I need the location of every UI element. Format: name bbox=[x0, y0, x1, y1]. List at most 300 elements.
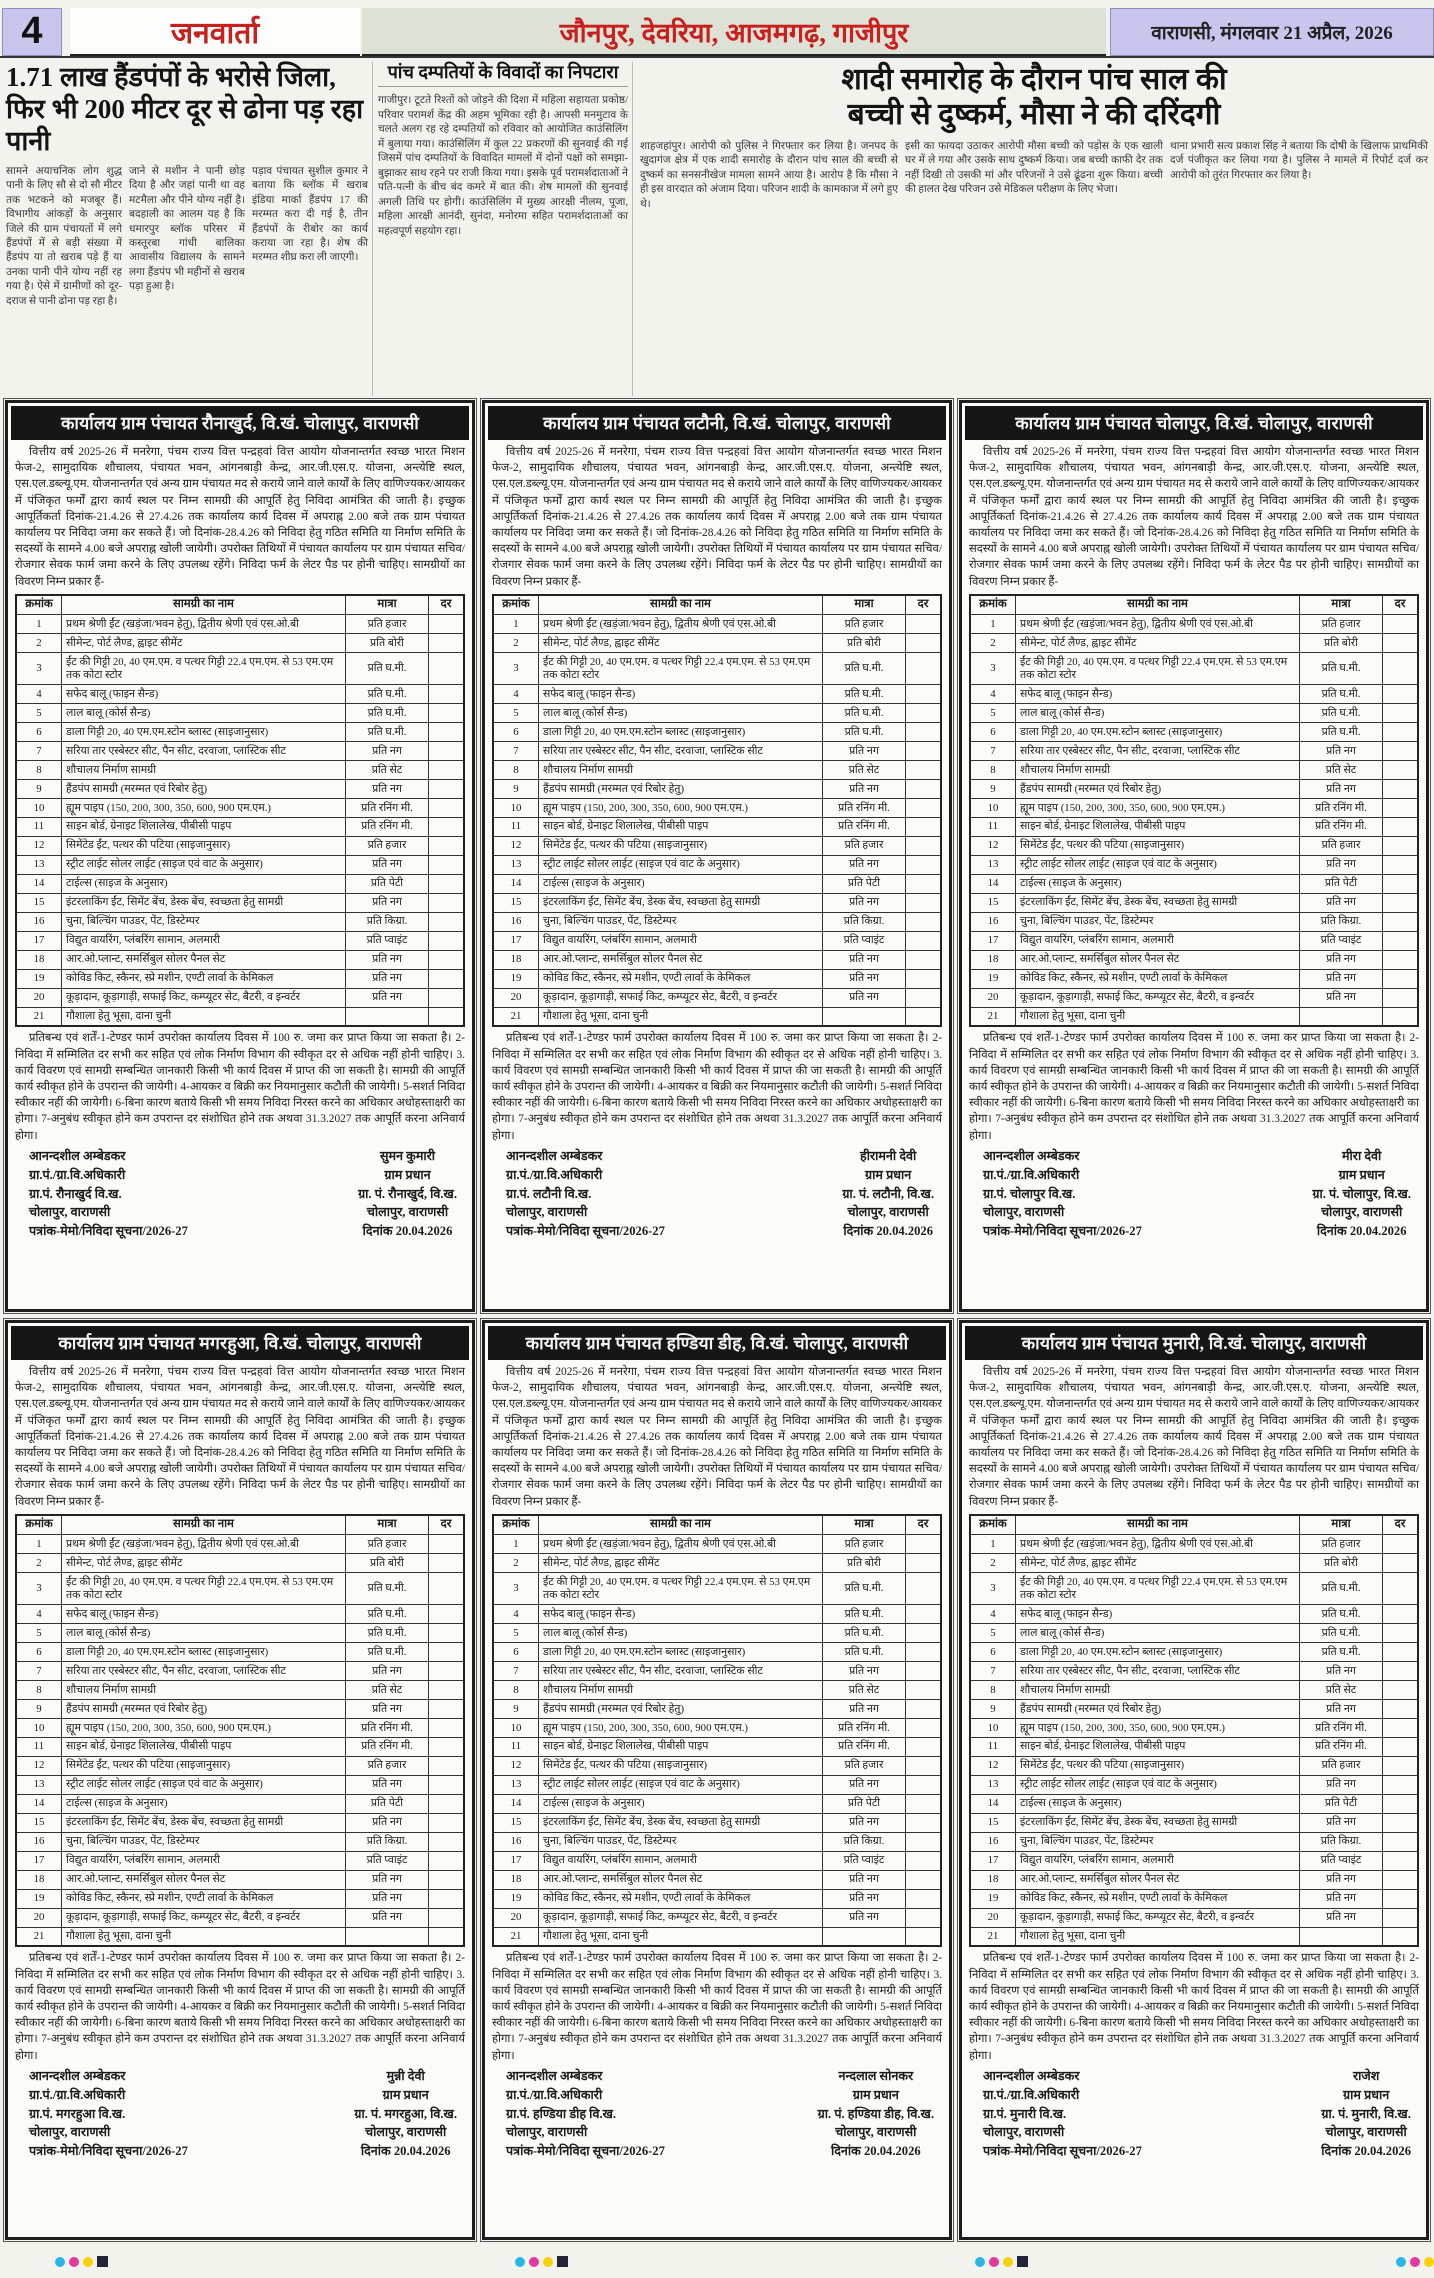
cell-unit: प्रति नग bbox=[1300, 1813, 1383, 1832]
cell-unit: प्रति नग bbox=[823, 1775, 906, 1794]
edition-date: वाराणसी, मंगलवार 21 अप्रैल, 2026 bbox=[1110, 8, 1434, 56]
cell-item-name: स्ट्रीट लाईट सोलर लाईट (साइज एवं वाट के अनुसार) bbox=[62, 1775, 346, 1794]
table-row bbox=[970, 1908, 1418, 1927]
table-row bbox=[16, 1681, 464, 1700]
table-row bbox=[16, 1927, 464, 1946]
cell-item-name: सिमेंटेड ईंट, पत्थर की पटिया (साइजानुसार) bbox=[1016, 836, 1300, 855]
cell-unit bbox=[346, 1927, 429, 1946]
cell-sno: 19 bbox=[493, 969, 539, 988]
pradhan-signature bbox=[358, 1147, 465, 1241]
cell-rate bbox=[1383, 893, 1419, 912]
cell-item-name: ईंट की गिट्टी 20, 40 एम.एम. व पत्थर गिट्टी 22.4 एम.एम. से 53 एम.एम तक कोटा स्टोर bbox=[62, 653, 346, 685]
cell-item-name: कूड़ादान, कूड़ागाड़ी, सफाई किट, कम्प्यूटर सेट, बैटरी, व इन्वर्टर bbox=[539, 1908, 823, 1927]
cell-item-name: विद्युत वायरिंग, प्लंबरिंग सामान, अलमारी bbox=[62, 931, 346, 950]
cell-item-name: सिमेंटेड ईंट, पत्थर की पटिया (साइजानुसार) bbox=[539, 1756, 823, 1775]
table-row bbox=[970, 761, 1418, 780]
table-row bbox=[493, 969, 941, 988]
cell-sno: 9 bbox=[493, 1700, 539, 1719]
cell-sno: 16 bbox=[970, 912, 1016, 931]
cell-item-name: ह्यूम पाइप (150, 200, 300, 350, 600, 900 एम.एम.) bbox=[1016, 1719, 1300, 1738]
cell-unit: प्रति घ.मी. bbox=[1300, 1573, 1383, 1605]
cell-rate bbox=[1383, 1775, 1419, 1794]
cell-rate bbox=[1383, 1643, 1419, 1662]
cell-unit: प्रति किग्रा. bbox=[346, 1832, 429, 1851]
cell-item-name: सरिया तार एस्बेस्टर सीट, पैन सीट, दरवाजा, प्लास्टिक सीट bbox=[539, 742, 823, 761]
table-header-row bbox=[16, 595, 464, 615]
cell-item-name: डाला गिट्टी 20, 40 एम.एम.स्टोन ब्लास्ट (साइजानुसार) bbox=[62, 1643, 346, 1662]
article-headline-line1: शादी समारोह के दौरान पांच साल की bbox=[841, 63, 1227, 96]
cell-rate bbox=[1383, 988, 1419, 1007]
cell-unit: प्रति रनिंग मी. bbox=[1300, 817, 1383, 836]
pradhan-title: ग्राम प्रधान bbox=[382, 2087, 429, 2102]
article-body-col: शाहजहांपुर। आरोपी को पुलिस ने गिरफ्तार कर लिया है। जनपद के खुदागंज क्षेत्र में एक शादी समारोह के दौरान पांच साल की बच्ची से दुष्कर्म का सनसनीखेज मामला सामने आया है। आरोप है कि मौसा ने ही इस वारदात को अंजाम दिया। परिजन शादी के कामकाज में लगे हुए थे। bbox=[640, 140, 898, 210]
article-paragraph: काउंसिलिंग में मुख्य आरक्षी नीलम, पूजा, महिला आरक्षी आनंदी, सुनंदा, मनोरमा सहित परामर्शदाताओं का महत्वपूर्ण सहयोग रहा। bbox=[378, 196, 629, 237]
table-row bbox=[16, 799, 464, 818]
materials-table bbox=[15, 1514, 465, 1948]
cell-item-name: लाल बालू (कोर्स सैन्ड) bbox=[539, 704, 823, 723]
cell-rate bbox=[429, 969, 465, 988]
pradhan-signature bbox=[842, 1147, 942, 1241]
cell-sno: 12 bbox=[970, 1756, 1016, 1775]
cell-sno: 10 bbox=[970, 1719, 1016, 1738]
cell-unit: प्रति किग्रा. bbox=[823, 912, 906, 931]
cell-unit: प्रति हजार bbox=[823, 1535, 906, 1554]
table-row bbox=[493, 1624, 941, 1643]
cell-unit: प्रति किग्रा. bbox=[823, 1832, 906, 1851]
officer-name: आनन्दशील अम्बेडकर bbox=[983, 1148, 1080, 1163]
cell-sno: 14 bbox=[970, 1794, 1016, 1813]
memo-number: पत्रांक-मेमो/निविदा सूचना/2026-27 bbox=[29, 2144, 188, 2159]
pradhan-gp: ग्रा. पं. मगरहुआ, वि.ख. bbox=[354, 2106, 457, 2121]
cell-rate bbox=[906, 931, 942, 950]
cell-rate bbox=[906, 1605, 942, 1624]
table-row bbox=[970, 780, 1418, 799]
cell-unit bbox=[1300, 1927, 1383, 1946]
cell-rate bbox=[1383, 1851, 1419, 1870]
table-row bbox=[493, 893, 941, 912]
cell-item-name: सफेद बालू (फाइन सैन्ड) bbox=[539, 1605, 823, 1624]
table-row bbox=[970, 1624, 1418, 1643]
cell-rate bbox=[1383, 1535, 1419, 1554]
cell-unit: प्रति बोरी bbox=[346, 634, 429, 653]
cell-sno: 19 bbox=[16, 969, 62, 988]
cell-sno: 2 bbox=[16, 634, 62, 653]
notice-date: दिनांक 20.04.2026 bbox=[1321, 2144, 1411, 2159]
cell-item-name: गौशाला हेतु भूसा, दाना चुनी bbox=[1016, 1927, 1300, 1946]
article-paragraph: गाजीपुर। टूटते रिश्तों को जोड़ने की दिशा में महिला सहायता प्रकोष्ठ/परिवार परामर्श केंद्र की अहम भूमिका रही है। आपसी मनमुटाव के चलते अलग रह रहे दम्पतियों को रविवार को आयोजित काउंसिलिंग में बुलाया गया। bbox=[378, 95, 628, 150]
materials-table bbox=[969, 594, 1419, 1028]
cell-item-name: टाईल्स (साइज के अनुसार) bbox=[1016, 1794, 1300, 1813]
table-row bbox=[970, 1832, 1418, 1851]
notice-terms: प्रतिबन्ध एवं शर्तें-1-टेण्डर फार्म उपरोक्त कार्यालय दिवस में 100 रु. जमा कर प्राप्त किया जा सकता है। 2-निविदा में सम्मिलित दर सभी कर सहित एवं लोक निर्माण विभाग की स्वीकृत दर से अधिक नहीं होनी चाहिए। 3. कार्य विवरण एवं सामग्री सम्बन्धित जानकारी किसी भी कार्य दिवस में प्राप्त की जा सकती है। सामग्री की आपूर्ति कार्य स्वीकृत होने के उपरान्त की जायेगी। 4-आयकर व बिक्री कर नियमानुसार कटौती की जायेगी। 5-सशर्त निविदा स्वीकार नहीं की जायेगी। 6-बिना कारण बताये किसी भी समय निविदा निरस्त करने का अधिकार अधोहस्ताक्षरी का होगा। 7-अनुबंध स्वीकृत होने कम उपरान्त दर संशोधित होने तक अथवा 31.3.2027 तक आपूर्ति करना अनिवार्य होगा। bbox=[15, 1032, 466, 1142]
table-row bbox=[16, 704, 464, 723]
table-row bbox=[970, 893, 1418, 912]
cell-rate bbox=[429, 817, 465, 836]
cell-unit: प्रति बोरी bbox=[346, 1554, 429, 1573]
cell-item-name: कोविड किट, स्कैनर, स्प्रे मशीन, एण्टी लार्वा के केमिकल bbox=[62, 1889, 346, 1908]
cell-rate bbox=[906, 817, 942, 836]
cell-sno: 3 bbox=[16, 653, 62, 685]
cell-rate bbox=[906, 685, 942, 704]
cell-rate bbox=[906, 761, 942, 780]
cell-sno: 6 bbox=[970, 723, 1016, 742]
cell-item-name: प्रथम श्रेणी ईंट (खड़ंजा/भवन हेतु), द्वितीय श्रेणी एवं एस.ओ.बी bbox=[539, 1535, 823, 1554]
cell-rate bbox=[1383, 1870, 1419, 1889]
table-row bbox=[493, 1775, 941, 1794]
cell-sno: 12 bbox=[16, 836, 62, 855]
cell-item-name: टाईल्स (साइज के अनुसार) bbox=[62, 874, 346, 893]
officer-district: चोलापुर, वाराणसी bbox=[506, 1205, 588, 1220]
table-row bbox=[970, 704, 1418, 723]
cell-rate bbox=[429, 1700, 465, 1719]
pradhan-name: मीरा देवी bbox=[1342, 1148, 1382, 1163]
officer-title: ग्रा.पं./ग्रा.वि.अधिकारी bbox=[29, 2087, 126, 2102]
article-headline: पांच दम्पतियों के विवादों का निपटारा bbox=[378, 62, 628, 87]
cell-item-name: सिमेंटेड ईंट, पत्थर की पटिया (साइजानुसार) bbox=[1016, 1756, 1300, 1775]
cell-rate bbox=[1383, 634, 1419, 653]
cell-unit: प्रति घ.मी. bbox=[1300, 685, 1383, 704]
cell-unit: प्रति नग bbox=[346, 742, 429, 761]
cell-item-name: इंटरलाकिंग ईंट, सिमेंट बेंच, डेस्क बेंच, स्वच्छता हेतु सामग्री bbox=[1016, 1813, 1300, 1832]
cell-rate bbox=[906, 988, 942, 1007]
cell-sno: 6 bbox=[16, 1643, 62, 1662]
cell-rate bbox=[1383, 1927, 1419, 1946]
officer-title: ग्रा.पं./ग्रा.वि.अधिकारी bbox=[983, 2087, 1080, 2102]
cell-unit: प्रति नग bbox=[1300, 950, 1383, 969]
memo-number: पत्रांक-मेमो/निविदा सूचना/2026-27 bbox=[983, 1224, 1142, 1239]
cell-rate bbox=[429, 1719, 465, 1738]
pradhan-gp: ग्रा. पं. हण्डिया डीह, वि.ख. bbox=[817, 2106, 934, 2121]
cell-sno: 6 bbox=[16, 723, 62, 742]
pradhan-name: राजेश bbox=[1352, 2068, 1380, 2083]
column-header-item: सामग्री का नाम bbox=[62, 595, 346, 615]
cell-item-name: साइन बोर्ड, ग्रेनाइट शिलालेख, पीबीसी पाइप bbox=[539, 817, 823, 836]
table-row bbox=[970, 685, 1418, 704]
cell-unit: प्रति प्वाइंट bbox=[1300, 1851, 1383, 1870]
pradhan-name: मुन्नी देवी bbox=[386, 2068, 425, 2083]
table-row bbox=[493, 1851, 941, 1870]
cell-sno: 11 bbox=[970, 1737, 1016, 1756]
pradhan-district: चोलापुर, वाराणसी bbox=[365, 2125, 447, 2140]
cell-rate bbox=[429, 1908, 465, 1927]
table-row bbox=[970, 1870, 1418, 1889]
cell-unit: प्रति घ.मी. bbox=[1300, 653, 1383, 685]
cell-item-name: सरिया तार एस्बेस्टर सीट, पैन सीट, दरवाजा, प्लास्टिक सीट bbox=[62, 1662, 346, 1681]
cell-sno: 8 bbox=[16, 761, 62, 780]
cell-sno: 5 bbox=[970, 1624, 1016, 1643]
officer-district: चोलापुर, वाराणसी bbox=[29, 1205, 111, 1220]
table-row bbox=[16, 780, 464, 799]
cell-unit: प्रति रनिंग मी. bbox=[823, 817, 906, 836]
officer-signature bbox=[15, 1147, 188, 1241]
cell-unit: प्रति नग bbox=[346, 1813, 429, 1832]
table-row bbox=[16, 874, 464, 893]
table-row bbox=[970, 1554, 1418, 1573]
cell-rate bbox=[429, 1624, 465, 1643]
cell-rate bbox=[429, 1832, 465, 1851]
officer-gp: ग्रा.पं. रौनाखुर्द वि.ख. bbox=[29, 1186, 122, 1201]
cell-rate bbox=[429, 1851, 465, 1870]
officer-gp: ग्रा.पं. मुनारी वि.ख. bbox=[983, 2106, 1067, 2121]
table-row bbox=[493, 653, 941, 685]
table-row bbox=[970, 1605, 1418, 1624]
cell-rate bbox=[1383, 1700, 1419, 1719]
cell-rate bbox=[1383, 969, 1419, 988]
cell-sno: 20 bbox=[16, 1908, 62, 1927]
table-row bbox=[16, 1605, 464, 1624]
cell-sno: 11 bbox=[970, 817, 1016, 836]
notice-intro: वित्तीय वर्ष 2025-26 में मनरेगा, पंचम राज्य वित्त पन्द्रहवां वित्त आयोग योजनान्तर्गत स्वच्छ भारत मिशन फेज-2, सामुदायिक शौचालय, पंचायत भवन, आंगनबाड़ी केन्द्र, आर.जी.एस.ए. योजना, अन्त्येष्टि स्थल, एस.एल.डब्ल्यू.एम. योजनान्तर्गत एवं अन्य ग्राम पंचायत मद से कराये जाने वाले कार्यों के लिए वाणिज्यकर/आयकर में पंजिकृत फर्मों द्वारा कार्य स्थल पर निम्न सामग्री की आपूर्ति हेतु निविदा आमंत्रित की जाती है। इच्छुक आपूर्तिकर्ता दिनांक-21.4.26 से 27.4.26 तक कार्यालय कार्य दिवस में अपराह्न 2.00 बजे तक ग्राम पंचायत कार्यालय पर निविदा जमा कर सकते हैं। जो दिनांक-28.4.26 को निविदा हेतु गठित समिति या निर्माण समिति के सदस्यों के सामने 4.00 बजे अपराह्न खोली जायेगी। उपरोक्त तिथियों में पंचायत कार्यालय पर ग्राम पंचायत सचिव/रोजगार सेवक फार्म जमा करने के लिए उपलब्ध रहेंगे। निविदा फर्म के लेटर पैड पर होनी चाहिए। सामग्रीयों का विवरण निम्न प्रकार हैं- bbox=[969, 1366, 1419, 1508]
cell-rate bbox=[906, 1927, 942, 1946]
cell-unit: प्रति प्वाइंट bbox=[1300, 931, 1383, 950]
table-row bbox=[16, 1719, 464, 1738]
cell-unit: प्रति नग bbox=[346, 1700, 429, 1719]
table-row bbox=[970, 634, 1418, 653]
column-header-qty: मात्रा bbox=[823, 595, 906, 615]
page-number: 4 bbox=[2, 8, 62, 56]
table-row bbox=[16, 1554, 464, 1573]
cell-sno: 4 bbox=[970, 1605, 1016, 1624]
cell-rate bbox=[906, 704, 942, 723]
cell-unit: प्रति नग bbox=[346, 950, 429, 969]
cell-rate bbox=[906, 1662, 942, 1681]
cell-unit: प्रति नग bbox=[346, 1775, 429, 1794]
officer-district: चोलापुर, वाराणसी bbox=[983, 1205, 1065, 1220]
table-row bbox=[970, 817, 1418, 836]
cell-sno: 1 bbox=[970, 1535, 1016, 1554]
cell-item-name: कूड़ादान, कूड़ागाड़ी, सफाई किट, कम्प्यूटर सेट, बैटरी, व इन्वर्टर bbox=[1016, 988, 1300, 1007]
cell-unit: प्रति रनिंग मी. bbox=[823, 1737, 906, 1756]
notice-intro: वित्तीय वर्ष 2025-26 में मनरेगा, पंचम राज्य वित्त पन्द्रहवां वित्त आयोग योजनान्तर्गत स्वच्छ भारत मिशन फेज-2, सामुदायिक शौचालय, पंचायत भवन, आंगनबाड़ी केन्द्र, आर.जी.एस.ए. योजना, अन्त्येष्टि स्थल, एस.एल.डब्ल्यू.एम. योजनान्तर्गत एवं अन्य ग्राम पंचायत मद से कराये जाने वाले कार्यों के लिए वाणिज्यकर/आयकर में पंजिकृत फर्मों द्वारा कार्य स्थल पर निम्न सामग्री की आपूर्ति हेतु निविदा आमंत्रित की जाती है। इच्छुक आपूर्तिकर्ता दिनांक-21.4.26 से 27.4.26 तक कार्यालय कार्य दिवस में अपराह्न 2.00 बजे तक ग्राम पंचायत कार्यालय पर निविदा जमा कर सकते हैं। जो दिनांक-28.4.26 को निविदा हेतु गठित समिति या निर्माण समिति के सदस्यों के सामने 4.00 बजे अपराह्न खोली जायेगी। उपरोक्त तिथियों में पंचायत कार्यालय पर ग्राम पंचायत सचिव/रोजगार सेवक फार्म जमा करने के लिए उपलब्ध रहेंगे। निविदा फर्म के लेटर पैड पर होनी चाहिए। सामग्रीयों का विवरण निम्न प्रकार हैं- bbox=[15, 446, 465, 588]
cell-rate bbox=[906, 1889, 942, 1908]
table-row bbox=[970, 1813, 1418, 1832]
cell-item-name: विद्युत वायरिंग, प्लंबरिंग सामान, अलमारी bbox=[539, 1851, 823, 1870]
cell-unit: प्रति रनिंग मी. bbox=[346, 817, 429, 836]
table-row bbox=[16, 1573, 464, 1605]
cell-rate bbox=[429, 893, 465, 912]
cell-sno: 5 bbox=[16, 1624, 62, 1643]
cell-sno: 12 bbox=[493, 836, 539, 855]
cell-rate bbox=[429, 1889, 465, 1908]
notice-intro: वित्तीय वर्ष 2025-26 में मनरेगा, पंचम राज्य वित्त पन्द्रहवां वित्त आयोग योजनान्तर्गत स्वच्छ भारत मिशन फेज-2, सामुदायिक शौचालय, पंचायत भवन, आंगनबाड़ी केन्द्र, आर.जी.एस.ए. योजना, अन्त्येष्टि स्थल, एस.एल.डब्ल्यू.एम. योजनान्तर्गत एवं अन्य ग्राम पंचायत मद से कराये जाने वाले कार्यों के लिए वाणिज्यकर/आयकर में पंजिकृत फर्मों द्वारा कार्य स्थल पर निम्न सामग्री की आपूर्ति हेतु निविदा आमंत्रित की जाती है। इच्छुक आपूर्तिकर्ता दिनांक-21.4.26 से 27.4.26 तक कार्यालय कार्य दिवस में अपराह्न 2.00 बजे तक ग्राम पंचायत कार्यालय पर निविदा जमा कर सकते हैं। जो दिनांक-28.4.26 को निविदा हेतु गठित समिति या निर्माण समिति के सदस्यों के सामने 4.00 बजे अपराह्न खोली जायेगी। उपरोक्त तिथियों में पंचायत कार्यालय पर ग्राम पंचायत सचिव/रोजगार सेवक फार्म जमा करने के लिए उपलब्ध रहेंगे। निविदा फर्म के लेटर पैड पर होनी चाहिए। सामग्रीयों का विवरण निम्न प्रकार हैं- bbox=[969, 446, 1419, 588]
cell-item-name: विद्युत वायरिंग, प्लंबरिंग सामान, अलमारी bbox=[1016, 931, 1300, 950]
cell-item-name: लाल बालू (कोर्स सैन्ड) bbox=[539, 1624, 823, 1643]
cmyk-marks bbox=[515, 2256, 568, 2267]
cell-rate bbox=[429, 1775, 465, 1794]
cell-rate bbox=[1383, 836, 1419, 855]
pradhan-gp: ग्रा. पं. रौनाखुर्द, वि.ख. bbox=[358, 1186, 457, 1201]
cell-rate bbox=[429, 1870, 465, 1889]
cell-item-name: ह्यूम पाइप (150, 200, 300, 350, 600, 900 एम.एम.) bbox=[1016, 799, 1300, 818]
officer-signature bbox=[15, 2067, 188, 2161]
cell-rate bbox=[906, 780, 942, 799]
memo-number: पत्रांक-मेमो/निविदा सूचना/2026-27 bbox=[29, 1224, 188, 1239]
cell-rate bbox=[1383, 653, 1419, 685]
cell-unit: प्रति घ.मी. bbox=[346, 1624, 429, 1643]
cell-unit: प्रति घ.मी. bbox=[1300, 1624, 1383, 1643]
cell-item-name: डाला गिट्टी 20, 40 एम.एम.स्टोन ब्लास्ट (साइजानुसार) bbox=[1016, 723, 1300, 742]
cell-rate bbox=[429, 799, 465, 818]
column-header-sno: क्रमांक bbox=[493, 1515, 539, 1535]
cell-unit bbox=[1300, 1007, 1383, 1026]
cell-item-name: शौचालय निर्माण सामग्री bbox=[1016, 761, 1300, 780]
cell-unit: प्रति रनिंग मी. bbox=[1300, 799, 1383, 818]
cell-sno: 13 bbox=[970, 1775, 1016, 1794]
table-row bbox=[493, 1700, 941, 1719]
cell-sno: 9 bbox=[16, 1700, 62, 1719]
cell-rate bbox=[906, 836, 942, 855]
cell-item-name: सफेद बालू (फाइन सैन्ड) bbox=[62, 1605, 346, 1624]
cell-item-name: सिमेंटेड ईंट, पत्थर की पटिया (साइजानुसार) bbox=[539, 836, 823, 855]
cell-item-name: डाला गिट्टी 20, 40 एम.एम.स्टोन ब्लास्ट (साइजानुसार) bbox=[1016, 1643, 1300, 1662]
officer-name: आनन्दशील अम्बेडकर bbox=[506, 1148, 603, 1163]
pradhan-district: चोलापुर, वाराणसी bbox=[1325, 2125, 1407, 2140]
cell-sno: 5 bbox=[970, 704, 1016, 723]
pradhan-gp: ग्रा. पं. मुनारी, वि.ख. bbox=[1321, 2106, 1411, 2121]
table-row bbox=[493, 950, 941, 969]
cell-unit: प्रति घ.मी. bbox=[346, 653, 429, 685]
cell-rate bbox=[429, 1737, 465, 1756]
column-header-item: सामग्री का नाम bbox=[62, 1515, 346, 1535]
cell-sno: 2 bbox=[16, 1554, 62, 1573]
column-header-qty: मात्रा bbox=[346, 595, 429, 615]
cell-item-name: ह्यूम पाइप (150, 200, 300, 350, 600, 900 एम.एम.) bbox=[539, 799, 823, 818]
cell-sno: 6 bbox=[970, 1643, 1016, 1662]
table-row bbox=[493, 1643, 941, 1662]
cell-unit: प्रति नग bbox=[823, 1813, 906, 1832]
table-row bbox=[16, 1737, 464, 1756]
cell-unit: प्रति घ.मी. bbox=[823, 1643, 906, 1662]
table-row bbox=[970, 988, 1418, 1007]
cell-rate bbox=[906, 912, 942, 931]
cell-item-name: सीमेन्ट, पोर्ट लैण्ड, ह्वाइट सीमेंट bbox=[1016, 1554, 1300, 1573]
cell-sno: 10 bbox=[493, 799, 539, 818]
cell-rate bbox=[1383, 1662, 1419, 1681]
cell-unit: प्रति नग bbox=[823, 855, 906, 874]
notice-intro: वित्तीय वर्ष 2025-26 में मनरेगा, पंचम राज्य वित्त पन्द्रहवां वित्त आयोग योजनान्तर्गत स्वच्छ भारत मिशन फेज-2, सामुदायिक शौचालय, पंचायत भवन, आंगनबाड़ी केन्द्र, आर.जी.एस.ए. योजना, अन्त्येष्टि स्थल, एस.एल.डब्ल्यू.एम. योजनान्तर्गत एवं अन्य ग्राम पंचायत मद से कराये जाने वाले कार्यों के लिए वाणिज्यकर/आयकर में पंजिकृत फर्मों द्वारा कार्य स्थल पर निम्न सामग्री की आपूर्ति हेतु निविदा आमंत्रित की जाती है। इच्छुक आपूर्तिकर्ता दिनांक-21.4.26 से 27.4.26 तक कार्यालय कार्य दिवस में अपराह्न 2.00 बजे तक ग्राम पंचायत कार्यालय पर निविदा जमा कर सकते हैं। जो दिनांक-28.4.26 को निविदा हेतु गठित समिति या निर्माण समिति के सदस्यों के सामने 4.00 बजे अपराह्न खोली जायेगी। उपरोक्त तिथियों में पंचायत कार्यालय पर ग्राम पंचायत सचिव/रोजगार सेवक फार्म जमा करने के लिए उपलब्ध रहेंगे। निविदा फर्म के लेटर पैड पर होनी चाहिए। सामग्रीयों का विवरण निम्न प्रकार हैं- bbox=[492, 446, 942, 588]
cell-unit: प्रति हजार bbox=[346, 615, 429, 634]
cell-rate bbox=[906, 1813, 942, 1832]
cell-unit: प्रति घ.मी. bbox=[346, 704, 429, 723]
cell-sno: 9 bbox=[970, 1700, 1016, 1719]
table-row bbox=[493, 1535, 941, 1554]
cell-unit: प्रति नग bbox=[1300, 893, 1383, 912]
table-row bbox=[970, 1700, 1418, 1719]
table-row bbox=[970, 969, 1418, 988]
cell-item-name: ह्यूम पाइप (150, 200, 300, 350, 600, 900 एम.एम.) bbox=[62, 799, 346, 818]
notice-date: दिनांक 20.04.2026 bbox=[362, 1224, 453, 1239]
cell-sno: 17 bbox=[970, 931, 1016, 950]
cell-item-name: आर.ओ.प्लान्ट, समर्सिबुल सोलर पैनल सेट bbox=[1016, 950, 1300, 969]
cell-rate bbox=[429, 1794, 465, 1813]
table-row bbox=[493, 1681, 941, 1700]
cmyk-marks bbox=[975, 2256, 1028, 2267]
cell-item-name: लाल बालू (कोर्स सैन्ड) bbox=[62, 1624, 346, 1643]
cell-sno: 14 bbox=[16, 1794, 62, 1813]
table-row bbox=[970, 874, 1418, 893]
cell-sno: 17 bbox=[493, 1851, 539, 1870]
cell-rate bbox=[429, 742, 465, 761]
cell-unit: प्रति पेटी bbox=[1300, 874, 1383, 893]
cell-item-name: आर.ओ.प्लान्ट, समर्सिबुल सोलर पैनल सेट bbox=[62, 1870, 346, 1889]
cell-rate bbox=[429, 615, 465, 634]
signature-block bbox=[492, 1147, 942, 1241]
cell-item-name: सीमेन्ट, पोर्ट लैण्ड, ह्वाइट सीमेंट bbox=[1016, 634, 1300, 653]
column-header-sno: क्रमांक bbox=[970, 595, 1016, 615]
table-row bbox=[16, 653, 464, 685]
table-row bbox=[970, 836, 1418, 855]
table-row bbox=[493, 1756, 941, 1775]
tender-notice-box bbox=[482, 400, 952, 1312]
cell-rate bbox=[429, 1605, 465, 1624]
cell-rate bbox=[429, 685, 465, 704]
notice-terms: प्रतिबन्ध एवं शर्तें-1-टेण्डर फार्म उपरोक्त कार्यालय दिवस में 100 रु. जमा कर प्राप्त किया जा सकता है। 2-निविदा में सम्मिलित दर सभी कर सहित एवं लोक निर्माण विभाग की स्वीकृत दर से अधिक नहीं होनी चाहिए। 3. कार्य विवरण एवं सामग्री सम्बन्धित जानकारी किसी भी कार्य दिवस में प्राप्त की जा सकती है। सामग्री की आपूर्ति कार्य स्वीकृत होने के उपरान्त की जायेगी। 4-आयकर व बिक्री कर नियमानुसार कटौती की जायेगी। 5-सशर्त निविदा स्वीकार नहीं की जायेगी। 6-बिना कारण बताये किसी भी समय निविदा निरस्त करने का अधिकार अधोहस्ताक्षरी का होगा। 7-अनुबंध स्वीकृत होने कम उपरान्त दर संशोधित होने तक अथवा 31.3.2027 तक आपूर्ति करना अनिवार्य होगा। bbox=[969, 1952, 1420, 2062]
cell-unit: प्रति घ.मी. bbox=[1300, 1605, 1383, 1624]
cell-unit: प्रति नग bbox=[1300, 780, 1383, 799]
cell-item-name: कोविड किट, स्कैनर, स्प्रे मशीन, एण्टी लार्वा के केमिकल bbox=[539, 1889, 823, 1908]
pradhan-name: नन्दलाल सोनकर bbox=[838, 2068, 914, 2083]
column-header-rate: दर bbox=[429, 595, 465, 615]
cell-sno: 1 bbox=[970, 615, 1016, 634]
cell-sno: 7 bbox=[493, 742, 539, 761]
notice-date: दिनांक 20.04.2026 bbox=[830, 2144, 921, 2159]
cell-item-name: इंटरलाकिंग ईंट, सिमेंट बेंच, डेस्क बेंच, स्वच्छता हेतु सामग्री bbox=[1016, 893, 1300, 912]
cell-item-name: सरिया तार एस्बेस्टर सीट, पैन सीट, दरवाजा, प्लास्टिक सीट bbox=[539, 1662, 823, 1681]
cell-item-name: साइन बोर्ड, ग्रेनाइट शिलालेख, पीबीसी पाइप bbox=[62, 817, 346, 836]
cell-unit: प्रति नग bbox=[823, 780, 906, 799]
cell-sno: 9 bbox=[16, 780, 62, 799]
page-header bbox=[0, 8, 1434, 54]
pradhan-signature bbox=[818, 2067, 942, 2161]
article-headline-line2: बच्ची से दुष्कर्म, मौसा ने की दरिंदगी bbox=[847, 98, 1221, 132]
cell-sno: 21 bbox=[16, 1927, 62, 1946]
cell-rate bbox=[429, 1535, 465, 1554]
cell-unit: प्रति रनिंग मी. bbox=[346, 799, 429, 818]
cell-item-name: सफेद बालू (फाइन सैन्ड) bbox=[1016, 685, 1300, 704]
pradhan-signature bbox=[354, 2067, 465, 2161]
cell-sno: 7 bbox=[493, 1662, 539, 1681]
article-body-col: जाने से मशीन ने पानी छोड़ दिया है और जहां पानी था वह मटमैला और पीने योग्य नहीं है। बदहाली का आलम यह है कि धमारपुर ब्लॉक परिसर में कस्तूरबा गांधी बालिका आवासीय विद्यालय के सामने लगा हैंडपंप भी महीनों से खराब पड़ा हुआ है। bbox=[129, 165, 245, 293]
newspaper-masthead: जनवार्ता bbox=[70, 8, 360, 56]
officer-district: चोलापुर, वाराणसी bbox=[506, 2125, 588, 2140]
cell-sno: 2 bbox=[493, 634, 539, 653]
cell-item-name: टाईल्स (साइज के अनुसार) bbox=[1016, 874, 1300, 893]
cell-rate bbox=[906, 1681, 942, 1700]
cell-sno: 10 bbox=[493, 1719, 539, 1738]
cell-rate bbox=[906, 653, 942, 685]
cell-rate bbox=[1383, 931, 1419, 950]
cell-item-name: सीमेन्ट, पोर्ट लैण्ड, ह्वाइट सीमेंट bbox=[539, 1554, 823, 1573]
cell-item-name: साइन बोर्ड, ग्रेनाइट शिलालेख, पीबीसी पाइप bbox=[1016, 1737, 1300, 1756]
memo-number: पत्रांक-मेमो/निविदा सूचना/2026-27 bbox=[506, 1224, 665, 1239]
table-row bbox=[493, 723, 941, 742]
table-row bbox=[16, 969, 464, 988]
cell-unit: प्रति हजार bbox=[1300, 836, 1383, 855]
table-row bbox=[493, 1007, 941, 1026]
cell-item-name: सीमेन्ट, पोर्ट लैण्ड, ह्वाइट सीमेंट bbox=[62, 1554, 346, 1573]
cell-sno: 8 bbox=[16, 1681, 62, 1700]
cell-unit: प्रति नग bbox=[346, 855, 429, 874]
table-row bbox=[16, 634, 464, 653]
cell-rate bbox=[906, 1700, 942, 1719]
memo-number: पत्रांक-मेमो/निविदा सूचना/2026-27 bbox=[983, 2144, 1142, 2159]
table-row bbox=[493, 1813, 941, 1832]
cell-sno: 13 bbox=[16, 855, 62, 874]
cell-item-name: हैंडपंप सामग्री (मरम्मत एवं रिबोर हेतु) bbox=[62, 780, 346, 799]
signature-block bbox=[969, 2067, 1419, 2161]
notice-title: कार्यालय ग्राम पंचायत मगरहुआ, वि.खं. चोलापुर, वाराणसी bbox=[11, 1326, 469, 1360]
cell-item-name: गौशाला हेतु भूसा, दाना चुनी bbox=[62, 1007, 346, 1026]
